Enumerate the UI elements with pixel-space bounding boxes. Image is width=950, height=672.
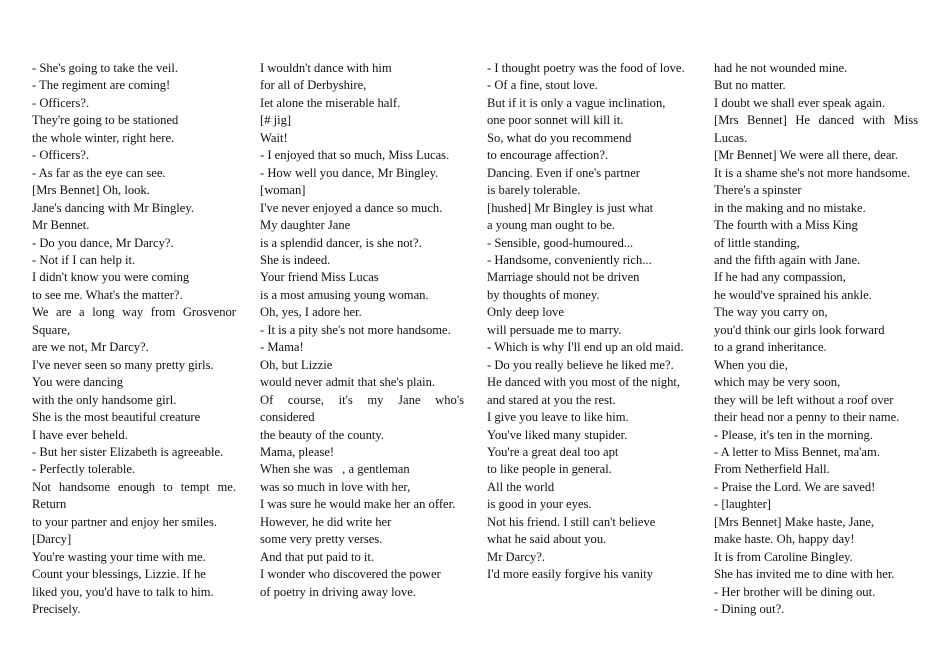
dialogue-line: If he had any compassion, <box>714 270 846 285</box>
dialogue-line: Wait! <box>260 130 288 145</box>
dialogue-line: will persuade me to marry. <box>487 322 622 337</box>
dialogue-line: I'd more easily forgive his vanity <box>487 567 654 582</box>
dialogue-line: he would've sprained his ankle. <box>714 287 872 302</box>
dialogue-line: And that put paid to it. <box>260 549 375 564</box>
dialogue-line: Oh, but Lizzie <box>260 357 333 372</box>
dialogue-line: When you die, <box>714 357 788 372</box>
dialogue-line: Jane's dancing with Mr Bingley. <box>32 200 194 215</box>
dialogue-line: You were dancing <box>32 375 124 390</box>
dialogue-line: - Do you really believe he liked me?. <box>487 357 674 372</box>
dialogue-line: - As far as the eye can see. <box>32 165 166 180</box>
dialogue-line: [Mrs Bennet] He danced with Miss Lucas. <box>714 113 918 145</box>
dialogue-line: of little standing, <box>714 235 800 250</box>
dialogue-line: would never admit that she's plain. <box>260 375 436 390</box>
dialogue-line: - I enjoyed that so much, Miss Lucas. <box>260 148 450 163</box>
dialogue-line: [# jig] <box>260 113 292 128</box>
dialogue-line: had he not wounded mine. <box>714 61 848 75</box>
dialogue-line: I doubt we shall ever speak again. <box>714 95 886 110</box>
dialogue-line: in the making and no mistake. <box>714 200 866 215</box>
dialogue-line: - Of a fine, stout love. <box>487 78 598 93</box>
dialogue-line: - I thought poetry was the food of love. <box>487 61 685 75</box>
dialogue-line: But if it is only a vague inclination, <box>487 95 666 110</box>
text-column-3 <box>487 60 691 584</box>
dialogue-line: are we not, Mr Darcy?. <box>32 340 149 355</box>
dialogue-line: their head nor a penny to their name. <box>714 410 900 425</box>
dialogue-line: He danced with you most of the night, <box>487 375 681 390</box>
dialogue-line: Not his friend. I still can't believe <box>487 514 656 529</box>
dialogue-line: Your friend Miss Lucas <box>260 270 379 285</box>
dialogue-line: Precisely. <box>32 602 81 617</box>
dialogue-line: They're going to be stationed <box>32 113 179 128</box>
dialogue-line: a young man ought to be. <box>487 218 616 233</box>
dialogue-line: - Perfectly tolerable. <box>32 462 136 477</box>
dialogue-line: is good in your eyes. <box>487 497 592 512</box>
dialogue-line: Oh, yes, I adore her. <box>260 305 362 320</box>
dialogue-line: - Sensible, good-humoured... <box>487 235 634 250</box>
dialogue-line: I wonder who discovered the power <box>260 567 441 582</box>
dialogue-line: Of course, it's my Jane who's considered <box>260 392 464 425</box>
dialogue-line: is a most amusing young woman. <box>260 287 429 302</box>
dialogue-line: - But her sister Elizabeth is agreeable. <box>32 444 224 459</box>
dialogue-line: It is from Caroline Bingley. <box>714 549 853 564</box>
dialogue-line: [hushed] Mr Bingley is just what <box>487 200 654 215</box>
dialogue-line: I have ever beheld. <box>32 427 128 442</box>
dialogue-line: one poor sonnet will kill it. <box>487 113 624 128</box>
text-column-4 <box>714 60 918 619</box>
dialogue-line: and stared at you the rest. <box>487 392 616 407</box>
dialogue-line: Mr Bennet. <box>32 218 90 233</box>
dialogue-line: to encourage affection?. <box>487 148 609 163</box>
dialogue-line: Iet alone the miserable half. <box>260 95 401 110</box>
dialogue-line: You're wasting your time with me. <box>32 549 206 564</box>
dialogue-line: - Praise the Lord. We are saved! <box>714 479 876 494</box>
text-column-2 <box>260 60 464 601</box>
dialogue-line: She has invited me to dine with her. <box>714 567 895 582</box>
dialogue-line: When she was , a gentleman <box>260 462 410 477</box>
dialogue-line: [Mrs Bennet] Make haste, Jane, <box>714 514 875 529</box>
dialogue-line: The fourth with a Miss King <box>714 218 858 233</box>
dialogue-line: make haste. Oh, happy day! <box>714 532 855 547</box>
dialogue-line: [woman] <box>260 183 306 198</box>
dialogue-line: you'd think our girls look forward <box>714 322 885 337</box>
dialogue-line: I've never enjoyed a dance so much. <box>260 200 443 215</box>
dialogue-line: to a grand inheritance. <box>714 340 827 355</box>
dialogue-line: [Darcy] <box>32 532 72 547</box>
dialogue-line: to see me. What's the matter?. <box>32 287 183 302</box>
dialogue-line: was so much in love with her, <box>260 479 411 494</box>
dialogue-line: with the only handsome girl. <box>32 392 177 407</box>
text-column-1 <box>32 60 236 619</box>
dialogue-line: - She's going to take the veil. <box>32 61 179 75</box>
dialogue-line: I was sure he would make her an offer. <box>260 497 456 512</box>
dialogue-line: - Officers?. <box>32 148 90 163</box>
dialogue-line: But no matter. <box>714 78 786 93</box>
dialogue-line: It is a shame she's not more handsome. <box>714 165 911 180</box>
dialogue-line: Marriage should not be driven <box>487 270 640 285</box>
dialogue-line: - The regiment are coming! <box>32 78 171 93</box>
dialogue-line: I give you leave to like him. <box>487 410 629 425</box>
dialogue-line: they will be left without a roof over <box>714 392 894 407</box>
dialogue-line: - [laughter] <box>714 497 771 512</box>
dialogue-line: I've never seen so many pretty girls. <box>32 357 214 372</box>
dialogue-line: Mama, please! <box>260 444 335 459</box>
dialogue-line: - Mama! <box>260 340 304 355</box>
dialogue-line: Dancing. Even if one's partner <box>487 165 640 180</box>
dialogue-line: [Mrs Bennet] Oh, look. <box>32 183 150 198</box>
dialogue-line: - It is a pity she's not more handsome. <box>260 322 451 337</box>
dialogue-line: - A letter to Miss Bennet, ma'am. <box>714 444 880 459</box>
dialogue-line: of poetry in driving away love. <box>260 584 416 599</box>
dialogue-line: by thoughts of money. <box>487 287 600 302</box>
dialogue-line: She is indeed. <box>260 252 331 267</box>
dialogue-line: - Handsome, conveniently rich... <box>487 252 652 267</box>
dialogue-line: I didn't know you were coming <box>32 270 190 285</box>
dialogue-line: The way you carry on, <box>714 305 828 320</box>
dialogue-line: She is the most beautiful creature <box>32 410 201 425</box>
dialogue-line: is barely tolerable. <box>487 183 581 198</box>
dialogue-line: - Please, it's ten in the morning. <box>714 427 873 442</box>
dialogue-line: - Her brother will be dining out. <box>714 584 876 599</box>
dialogue-line: the beauty of the county. <box>260 427 385 442</box>
dialogue-line: for all of Derbyshire, <box>260 78 367 93</box>
dialogue-line: So, what do you recommend <box>487 130 632 145</box>
dialogue-line: Count your blessings, Lizzie. If he <box>32 567 206 582</box>
dialogue-line: to like people in general. <box>487 462 612 477</box>
dialogue-line: You're a great deal too apt <box>487 444 619 459</box>
dialogue-line: - Officers?. <box>32 95 90 110</box>
dialogue-line: is a splendid dancer, is she not?. <box>260 235 422 250</box>
dialogue-line: and the fifth again with Jane. <box>714 252 861 267</box>
dialogue-line: - Which is why I'll end up an old maid. <box>487 340 684 355</box>
dialogue-line: to your partner and enjoy her smiles. <box>32 514 218 529</box>
dialogue-line: From Netherfield Hall. <box>714 462 830 477</box>
dialogue-line: Only deep love <box>487 305 564 320</box>
dialogue-line: My daughter Jane <box>260 218 351 233</box>
dialogue-line: However, he did write her <box>260 514 392 529</box>
dialogue-line: [Mr Bennet] We were all there, dear. <box>714 148 899 163</box>
dialogue-line: liked you, you'd have to talk to him. <box>32 584 214 599</box>
dialogue-line: Mr Darcy?. <box>487 549 546 564</box>
dialogue-line: You've liked many stupider. <box>487 427 628 442</box>
dialogue-line: - Not if I can help it. <box>32 252 136 267</box>
dialogue-line: All the world <box>487 479 555 494</box>
dialogue-line: what he said about you. <box>487 532 607 547</box>
dialogue-line: the whole winter, right here. <box>32 130 175 145</box>
dialogue-line: We are a long way from Grosvenor Square, <box>32 305 236 337</box>
dialogue-line: - Do you dance, Mr Darcy?. <box>32 235 174 250</box>
dialogue-line: which may be very soon, <box>714 375 841 390</box>
dialogue-line: I wouldn't dance with him <box>260 61 392 75</box>
dialogue-line: There's a spinster <box>714 183 802 198</box>
dialogue-line: - Dining out?. <box>714 602 785 617</box>
dialogue-line: - How well you dance, Mr Bingley. <box>260 165 439 180</box>
dialogue-line: some very pretty verses. <box>260 532 383 547</box>
dialogue-line: Not handsome enough to tempt me. Return <box>32 479 236 512</box>
